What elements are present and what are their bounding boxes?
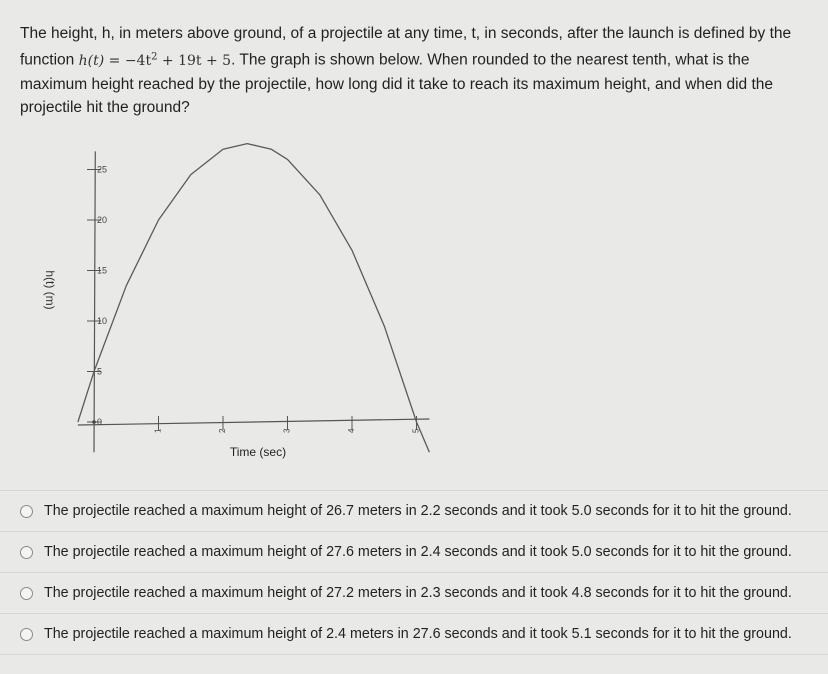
parabola-curve bbox=[78, 144, 430, 453]
origin-point bbox=[92, 420, 96, 424]
function-lhs: h(t) bbox=[78, 52, 105, 69]
function-rest: + 19t + 5 bbox=[157, 52, 232, 69]
x-tick-label: 4 bbox=[347, 428, 356, 433]
choice-label: The projectile reached a maximum height of 2.4 meters in 27.6 seconds and it took 5.1 seconds for it to hit the ground. bbox=[44, 626, 792, 642]
radio-button[interactable] bbox=[20, 587, 33, 600]
function-expression bbox=[79, 53, 231, 69]
x-axis-label: Time (sec) bbox=[229, 445, 287, 459]
chart-svg bbox=[0, 140, 828, 470]
y-tick-label: 10 bbox=[97, 316, 108, 326]
y-axis-label: h(t) (m) bbox=[43, 270, 57, 310]
question-part1: The height, h, in meters above ground, of a projectile at any time, t, in seconds, after the launch is defined by the function bbox=[20, 25, 792, 69]
answer-choices bbox=[0, 490, 828, 655]
question-text bbox=[20, 22, 820, 119]
radio-button[interactable] bbox=[20, 546, 33, 559]
y-axis bbox=[94, 151, 95, 452]
choice-label: The projectile reached a maximum height of 27.2 meters in 2.3 seconds and it took 4.8 seconds for it to hit the ground. bbox=[44, 585, 792, 601]
function-exponent: 2 bbox=[151, 51, 158, 62]
y-tick-label: 15 bbox=[97, 265, 108, 276]
y-tick-label: 0 bbox=[97, 417, 103, 427]
x-tick-label: 1 bbox=[153, 428, 163, 433]
y-tick-label: 25 bbox=[97, 164, 108, 175]
radio-button[interactable] bbox=[20, 505, 33, 518]
y-tick-label: 20 bbox=[97, 215, 108, 225]
function-eq: = −4t bbox=[104, 52, 152, 69]
graph bbox=[0, 140, 828, 470]
choice-option[interactable] bbox=[0, 573, 828, 614]
choice-option[interactable] bbox=[0, 532, 828, 573]
x-axis bbox=[78, 419, 430, 425]
choice-label: The projectile reached a maximum height of 26.7 meters in 2.2 seconds and it took 5.0 seconds for it to hit the ground. bbox=[44, 503, 792, 519]
question-part2: . The graph is shown below. When rounded to the nearest tenth, what is the maximum height reached by the projectile, how long did it take to reach its maximum height, and when did the projectile hit the ground? bbox=[20, 51, 774, 116]
x-tick-label: 5 bbox=[411, 428, 421, 433]
choice-option[interactable] bbox=[0, 490, 828, 532]
x-tick-label: 3 bbox=[282, 428, 292, 433]
choice-option[interactable] bbox=[0, 614, 828, 655]
x-tick-label: 2 bbox=[218, 428, 227, 433]
choice-label: The projectile reached a maximum height of 27.6 meters in 2.4 seconds and it took 5.0 seconds for it to hit the ground. bbox=[44, 544, 792, 560]
radio-button[interactable] bbox=[20, 628, 33, 641]
y-tick-label: 5 bbox=[97, 366, 103, 377]
